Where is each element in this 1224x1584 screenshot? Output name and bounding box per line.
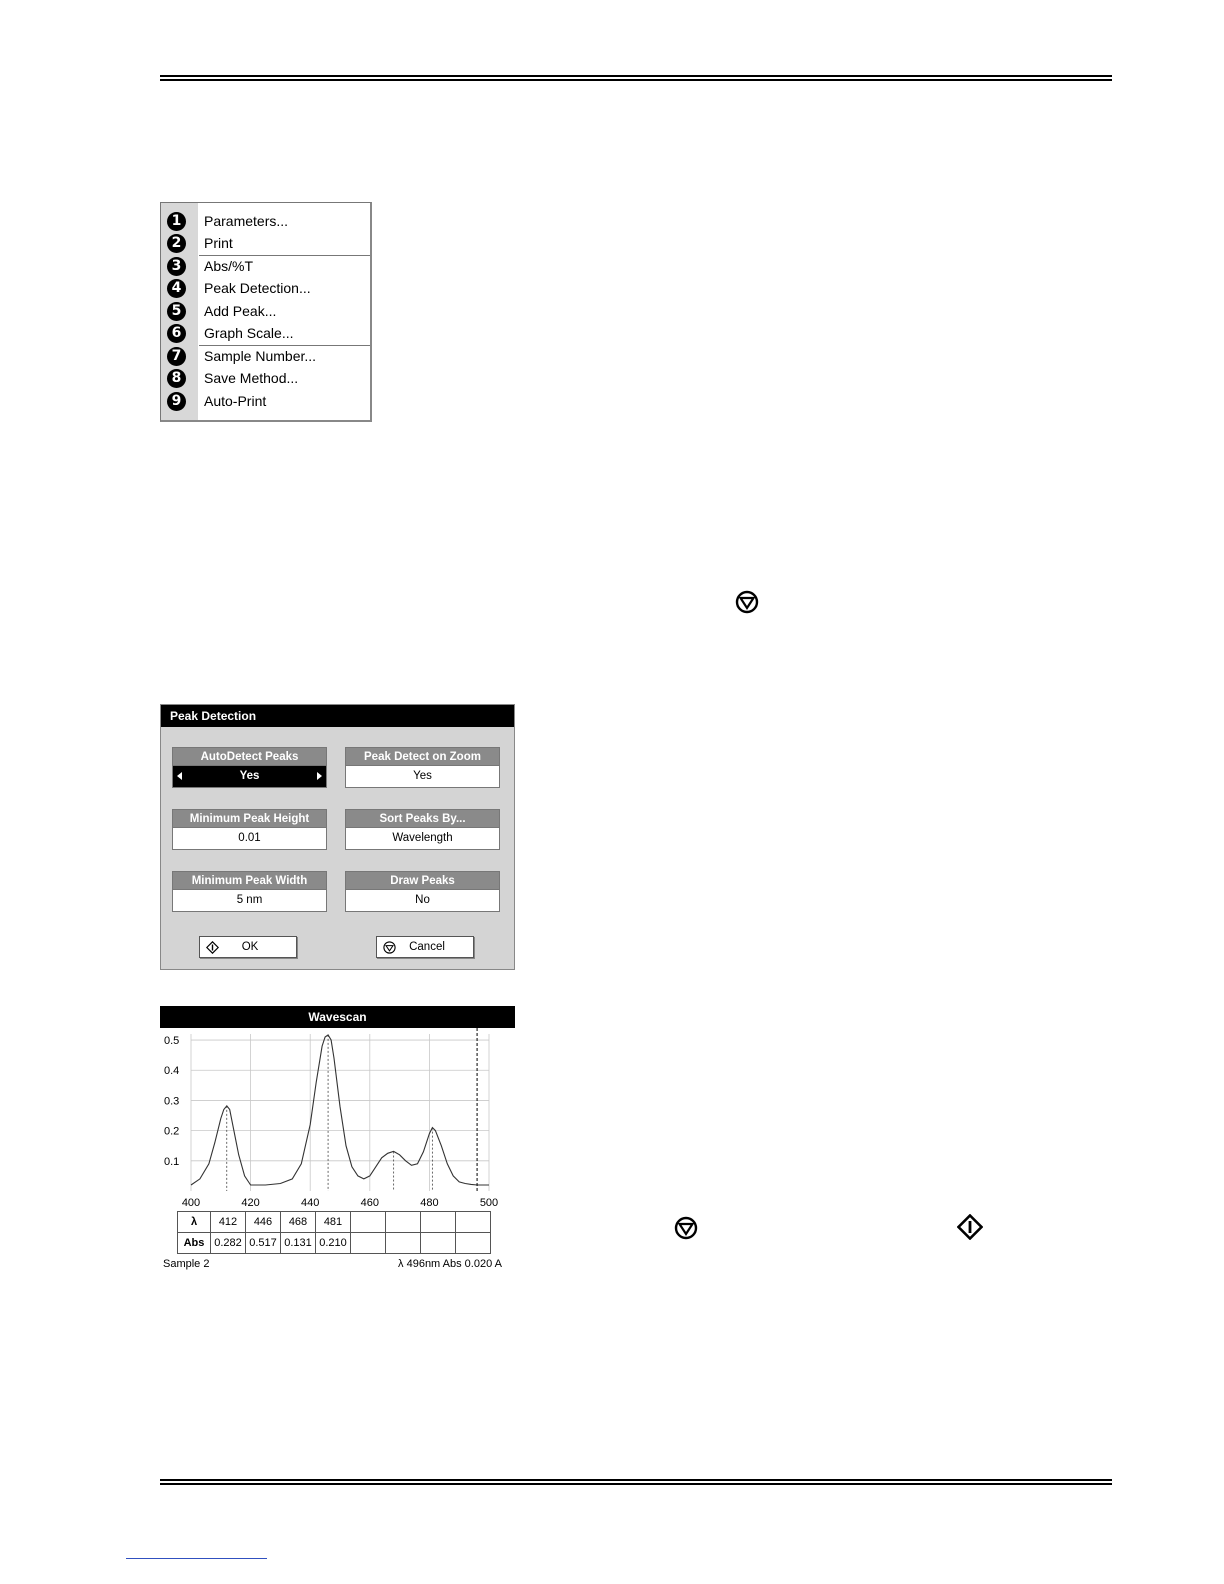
menu-item-label: Graph Scale... [204,325,294,341]
number-4-icon: 4 [167,279,186,298]
table-cell: 0.517 [246,1233,281,1254]
table-cell [351,1212,386,1233]
options-menu [160,202,372,422]
table-header-lambda: λ [178,1212,211,1233]
ok-button[interactable] [199,936,297,958]
table-row [178,1212,491,1233]
spectrum-line [191,1035,489,1185]
bottom-rule [160,1479,1112,1485]
arrow-left-icon[interactable] [177,772,182,780]
table-header-abs: Abs [178,1233,211,1254]
menu-item-save-method[interactable] [161,367,371,389]
number-9-icon: 9 [167,392,186,411]
y-tick-label: 0.5 [164,1035,180,1048]
x-tick-label: 500 [479,1197,499,1209]
field-label: AutoDetect Peaks [172,747,327,766]
cancel-label: Cancel [409,941,445,953]
stop-key-icon [674,1216,698,1240]
peak-detection-dialog [160,704,515,970]
menu-item-graph-scale[interactable] [161,322,371,344]
table-cell [421,1212,456,1233]
menu-item-label: Parameters... [204,213,289,229]
table-cell [456,1212,491,1233]
menu-item-parameters[interactable] [161,210,371,232]
table-cell: 446 [246,1212,281,1233]
field-label: Minimum Peak Width [172,871,327,890]
menu-item-peak-detection[interactable] [161,277,371,299]
sample-label: Sample 2 [163,1258,210,1270]
field-value[interactable]: No [345,890,500,912]
y-tick-label: 0.1 [164,1155,180,1168]
peak-detect-on-zoom-field[interactable] [345,747,500,789]
menu-item-label: Add Peak... [204,303,277,319]
menu-item-abs-t[interactable] [161,255,371,277]
menu-item-label: Print [204,235,233,251]
menu-item-label: Peak Detection... [204,280,311,296]
menu-item-add-peak[interactable] [161,300,371,322]
menu-item-auto-print[interactable] [161,390,371,412]
table-cell: 468 [281,1212,316,1233]
table-cell [351,1233,386,1254]
menu-item-label: Save Method... [204,370,299,386]
dialog-title: Peak Detection [161,705,514,727]
table-cell [421,1233,456,1254]
field-label: Sort Peaks By... [345,809,500,828]
table-cell: 0.282 [211,1233,246,1254]
arrow-right-icon[interactable] [317,772,322,780]
start-key-icon [957,1214,983,1240]
stop-key-icon [735,590,759,614]
peak-table [177,1211,491,1254]
number-8-icon: 8 [167,369,186,388]
field-label: Minimum Peak Height [172,809,327,828]
table-cell [456,1233,491,1254]
table-cell: 0.131 [281,1233,316,1254]
footer-link-underline [126,1558,267,1559]
wavescan-title: Wavescan [160,1006,515,1028]
number-2-icon: 2 [167,234,186,253]
field-value[interactable]: 5 nm [172,890,327,912]
table-cell [386,1233,421,1254]
x-tick-label: 480 [420,1197,439,1209]
wavescan-chart [160,1028,515,1210]
table-cell: 0.210 [316,1233,351,1254]
menu-item-label: Sample Number... [204,348,317,364]
number-7-icon: 7 [167,347,186,366]
number-5-icon: 5 [167,302,186,321]
table-cell [386,1212,421,1233]
number-1-icon: 1 [167,212,186,231]
table-cell: 412 [211,1212,246,1233]
ok-label: OK [241,941,259,953]
y-tick-label: 0.3 [164,1095,180,1108]
sort-peaks-by-field[interactable] [345,809,500,851]
cursor-readout: λ 496nm Abs 0.020 A [398,1258,502,1270]
y-tick-label: 0.4 [164,1065,180,1078]
number-3-icon: 3 [167,257,186,276]
field-label: Draw Peaks [345,871,500,890]
table-cell: 481 [316,1212,351,1233]
field-value[interactable]: Wavelength [345,828,500,850]
field-value[interactable]: Yes [345,766,500,788]
table-row [178,1233,491,1254]
minimum-peak-width-field[interactable] [172,871,327,913]
top-rule [160,75,1112,81]
minimum-peak-height-field[interactable] [172,809,327,851]
draw-peaks-field[interactable] [345,871,500,913]
menu-item-label: Auto-Print [204,393,267,409]
wavescan-screen [160,1006,515,1274]
number-6-icon: 6 [167,324,186,343]
menu-item-sample-number[interactable] [161,345,371,367]
field-label: Peak Detect on Zoom [345,747,500,766]
menu-item-print[interactable] [161,232,371,254]
y-tick-label: 0.2 [164,1125,180,1138]
cancel-button[interactable] [376,936,474,958]
field-value[interactable]: 0.01 [172,828,327,850]
x-tick-label: 400 [181,1197,201,1209]
autodetect-peaks-field[interactable] [172,747,327,789]
field-value: Yes [239,770,260,782]
x-tick-label: 420 [241,1197,260,1209]
x-tick-label: 460 [360,1197,379,1209]
autodetect-peaks-selector[interactable] [172,766,327,788]
menu-item-label: Abs/%T [204,258,254,274]
x-tick-label: 440 [301,1197,320,1209]
